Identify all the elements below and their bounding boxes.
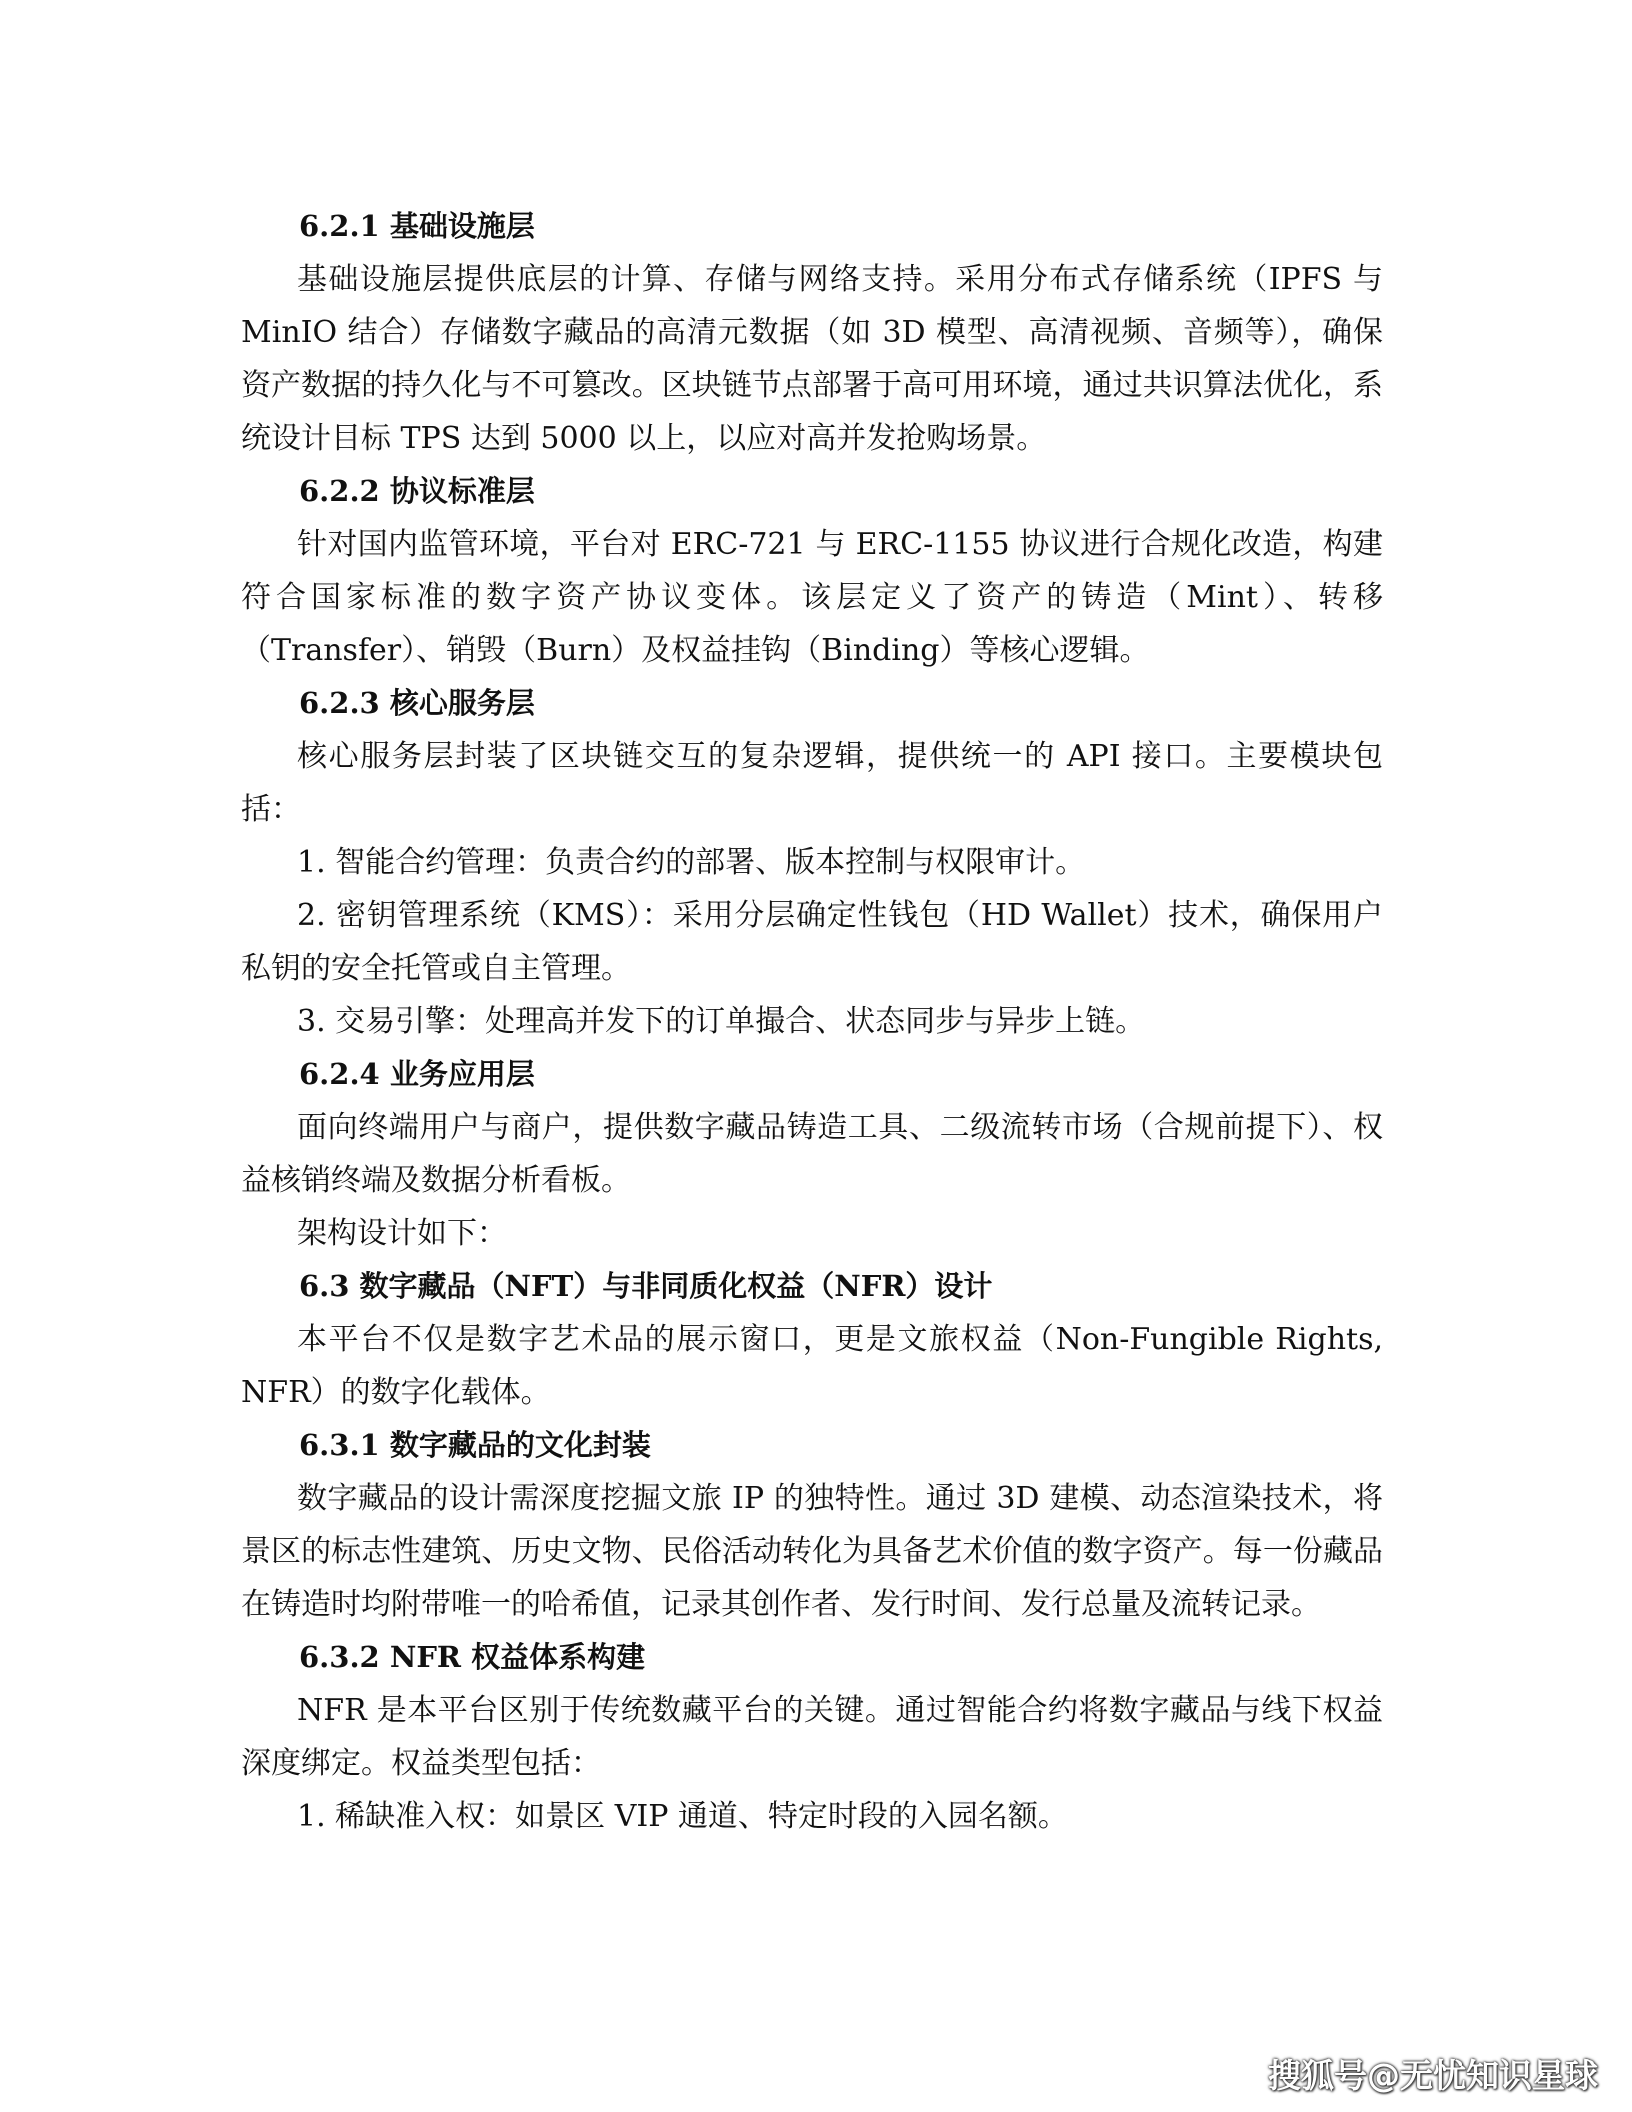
heading-6-2-2: 6.2.2 协议标准层 [299, 474, 535, 508]
heading-6-3-2: 6.3.2 NFR 权益体系构建 [299, 1640, 646, 1674]
paragraph-cultural-packaging: 数字藏品的设计需深度挖掘文旅 IP 的独特性。通过 3D 建模、动态渲染技术，将景区的标志性建筑、历史文物、民俗活动转化为具备艺术价值的数字资产。每一份藏品在铸造时均附带唯一的哈希值，记录其创作者、发行时间、发行总量及流转记录。 [241, 1481, 1383, 1622]
list-item: 2. 密钥管理系统（KMS）：采用分层确定性钱包（HD Wallet）技术，确保用户私钥的安全托管或自主管理。 [241, 898, 1383, 986]
list-item: 1. 智能合约管理：负责合约的部署、版本控制与权限审计。 [297, 845, 1086, 880]
heading-6-2-3: 6.2.3 核心服务层 [299, 686, 535, 720]
list-item: 3. 交易引擎：处理高并发下的订单撮合、状态同步与异步上链。 [297, 1004, 1146, 1039]
heading-6-3: 6.3 数字藏品（NFT）与非同质化权益（NFR）设计 [299, 1269, 993, 1303]
list-item: 1. 稀缺准入权：如景区 VIP 通道、特定时段的入园名额。 [297, 1799, 1068, 1834]
watermark: 搜狐号@无忧知识星球 [1268, 2056, 1598, 2095]
paragraph-nfr-system: NFR 是本平台区别于传统数藏平台的关键。通过智能合约将数字藏品与线下权益深度绑定。权益类型包括： [241, 1693, 1383, 1781]
document-page [241, 200, 1383, 1843]
paragraph-architecture-intro: 架构设计如下： [297, 1216, 507, 1251]
heading-6-2-1: 6.2.1 基础设施层 [299, 209, 535, 243]
heading-6-2-4: 6.2.4 业务应用层 [299, 1057, 535, 1091]
paragraph-core-service-layer: 核心服务层封装了区块链交互的复杂逻辑，提供统一的 API 接口。主要模块包括： [241, 739, 1383, 827]
paragraph-nft-nfr-intro: 本平台不仅是数字艺术品的展示窗口，更是文旅权益（Non-Fungible Rights, NFR）的数字化载体。 [241, 1322, 1383, 1410]
heading-6-3-1: 6.3.1 数字藏品的文化封装 [299, 1428, 651, 1462]
paragraph-protocol-layer: 针对国内监管环境，平台对 ERC-721 与 ERC-1155 协议进行合规化改造，构建符合国家标准的数字资产协议变体。该层定义了资产的铸造（Mint）、转移（Transfer）、销毁（Burn）及权益挂钩（Binding）等核心逻辑。 [241, 527, 1383, 668]
paragraph-business-app-layer: 面向终端用户与商户，提供数字藏品铸造工具、二级流转市场（合规前提下）、权益核销终端及数据分析看板。 [241, 1110, 1383, 1198]
paragraph-infrastructure-layer: 基础设施层提供底层的计算、存储与网络支持。采用分布式存储系统（IPFS 与 MinIO 结合）存储数字藏品的高清元数据（如 3D 模型、高清视频、音频等），确保资产数据的持久化与不可篡改。区块链节点部署于高可用环境，通过共识算法优化，系统设计目标 TPS 达到 5000 以上，以应对高并发抢购场景。 [241, 262, 1383, 456]
